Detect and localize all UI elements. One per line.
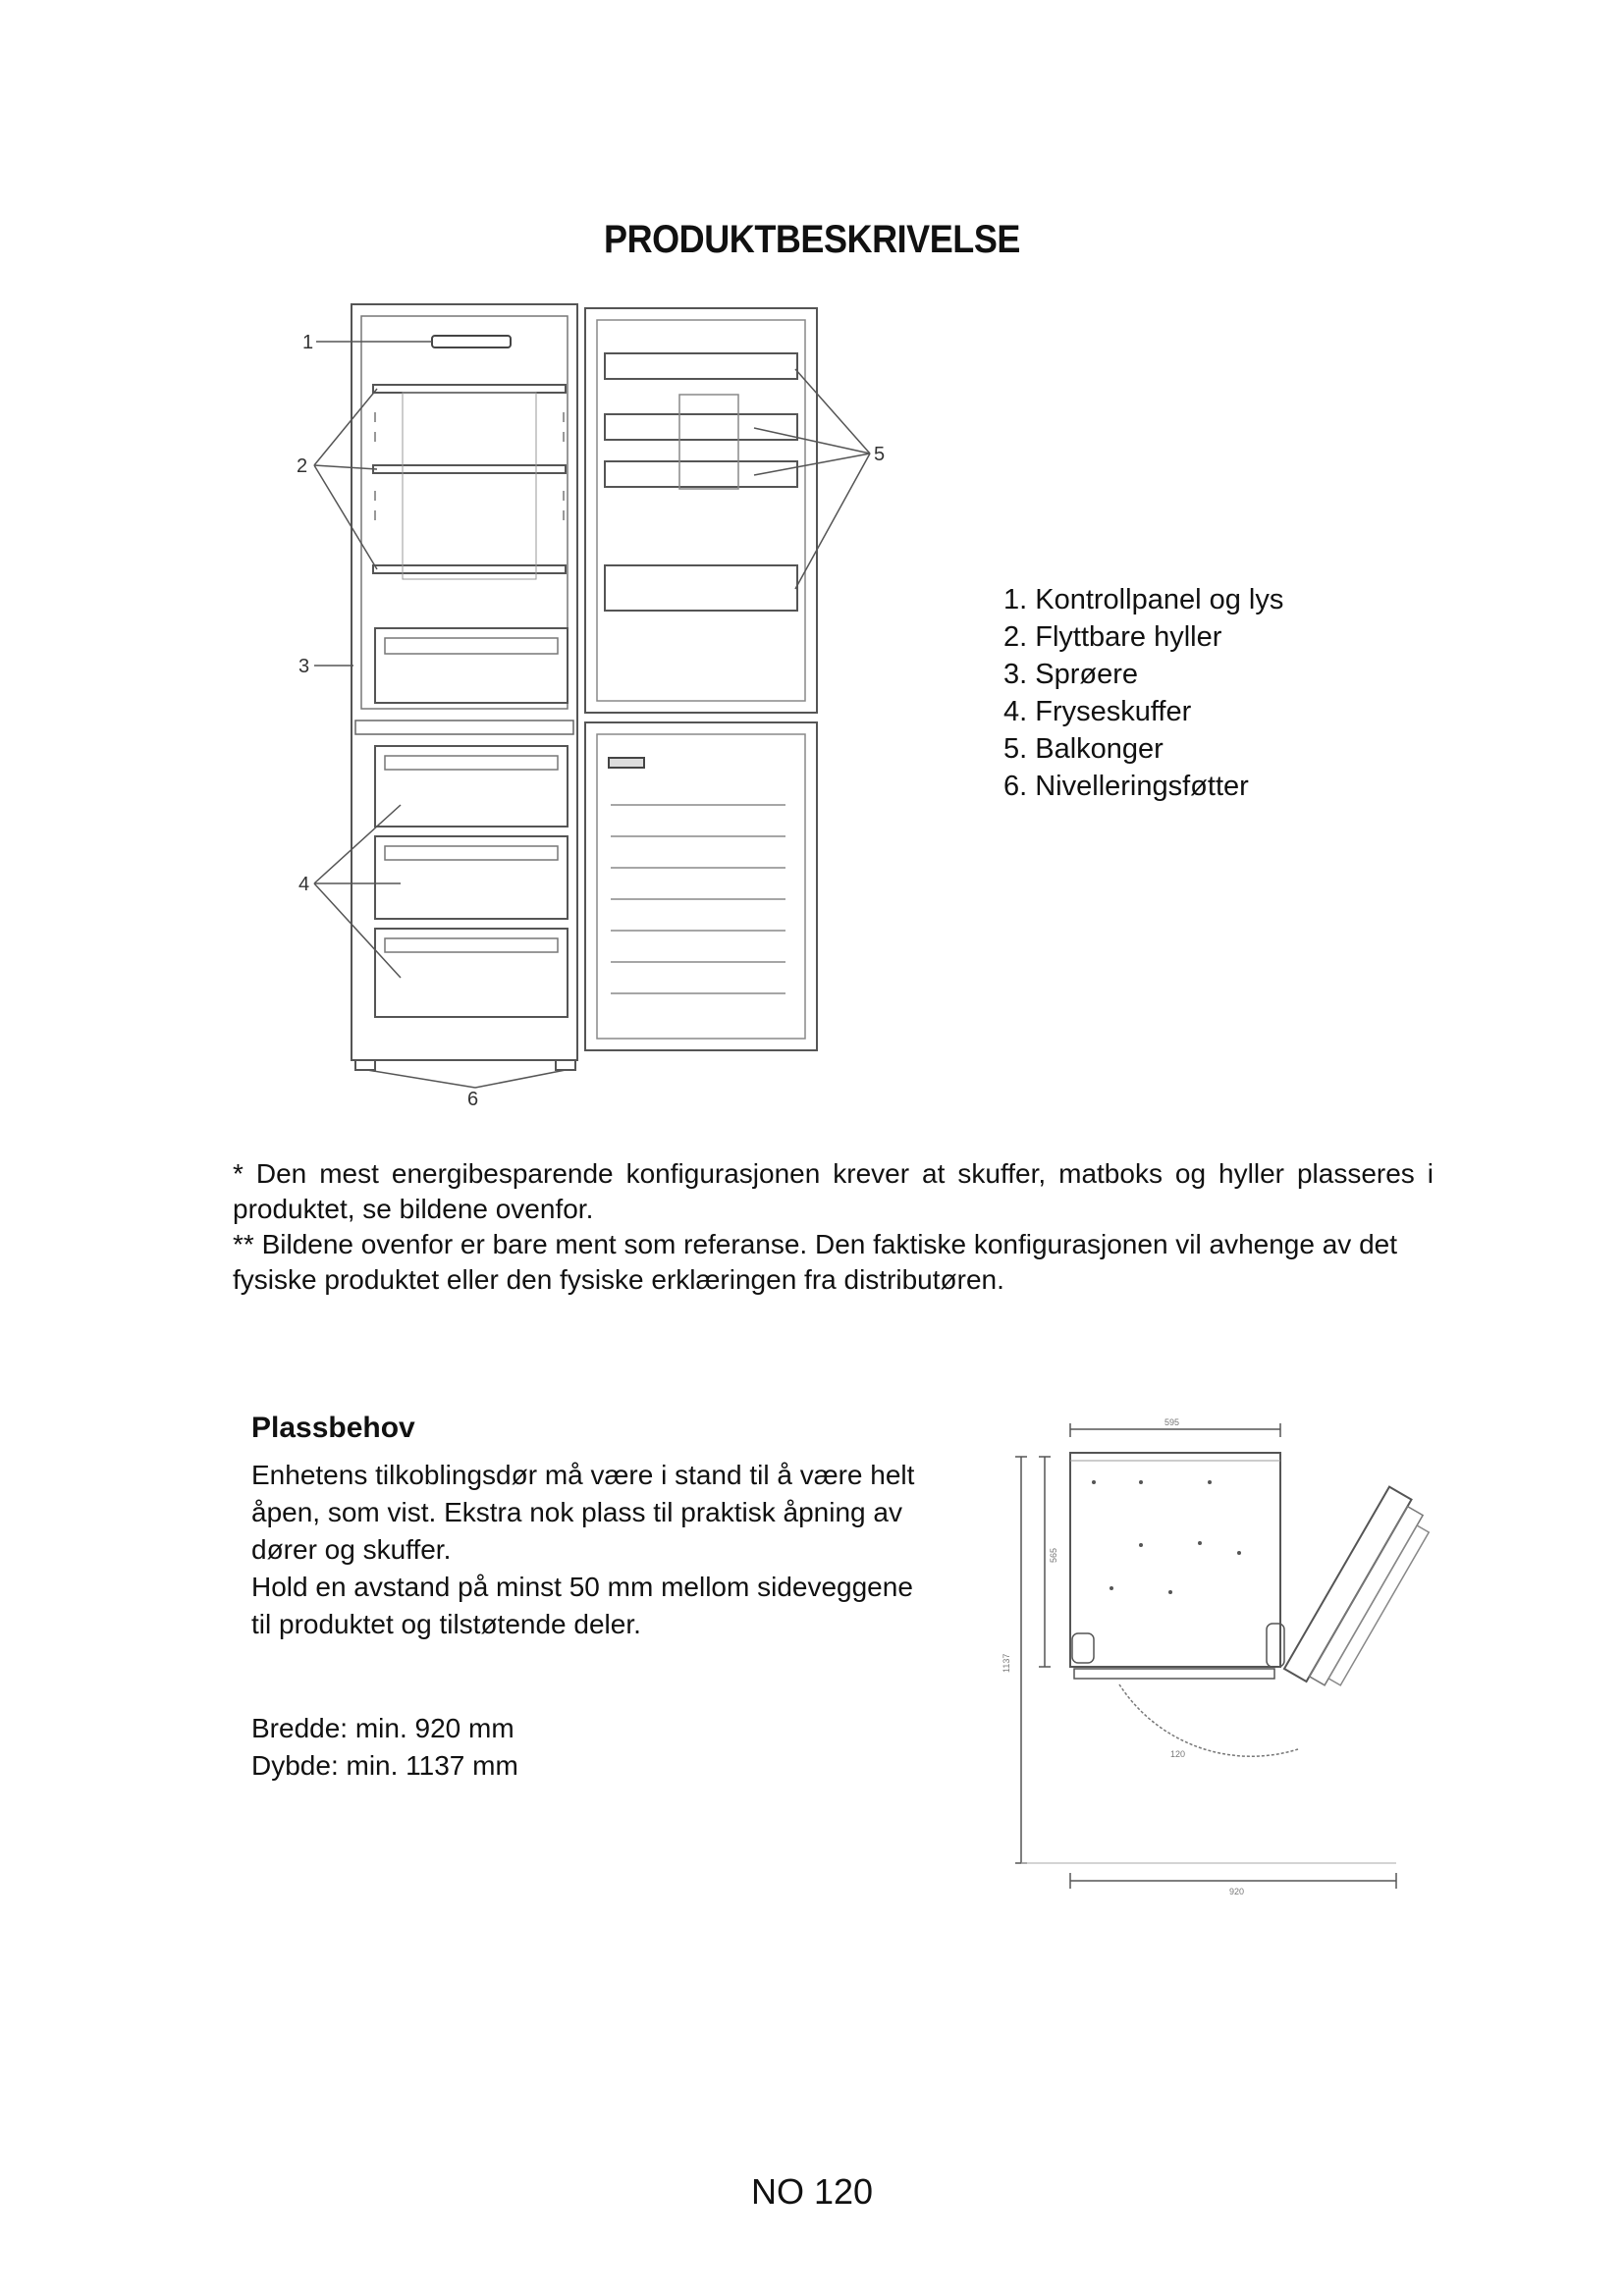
space-description <box>251 1457 939 1643</box>
dim-left-inner-label: 565 <box>1049 1547 1058 1563</box>
page-number: NO 120 <box>750 2171 874 2212</box>
callout-3: 3 <box>298 656 310 677</box>
space-paragraph-2: Hold en avstand på minst 50 mm mellom sideveggene til produktet og tilstøtende deler. <box>251 1572 913 1639</box>
space-paragraph-1: Enhetens tilkoblingsdør må være i stand til å være helt åpen, som vist. Ekstra nok plass til praktisk åpning av dører og skuffer. <box>251 1460 915 1565</box>
legend-item: 5. Balkonger <box>1003 733 1164 765</box>
page-title: PRODUKTBESKRIVELSE <box>604 218 1020 261</box>
section-heading: Plassbehov <box>251 1412 415 1444</box>
parts-legend <box>1003 581 1283 805</box>
dim-bottom-label: 920 <box>1229 1887 1245 1896</box>
clearance-diagram <box>1003 1415 1416 1896</box>
dim-top-label: 595 <box>1164 1417 1180 1427</box>
note-energy: * Den mest energibesparende konfigurasjonen krever at skuffer, matboks og hyller plasseres i produktet, se bildene ovenfor. <box>233 1158 1434 1224</box>
min-width: Bredde: min. 920 mm <box>251 1713 514 1743</box>
callout-4: 4 <box>298 874 310 895</box>
callout-1: 1 <box>302 332 314 353</box>
callout-6: 6 <box>467 1089 479 1110</box>
dimensions <box>251 1710 518 1785</box>
fridge-diagram <box>285 294 913 1119</box>
legend-item: 2. Flyttbare hyller <box>1003 621 1222 653</box>
notes <box>233 1156 1434 1298</box>
legend-item: 1. Kontrollpanel og lys <box>1003 584 1284 615</box>
legend-item: 3. Sprøere <box>1003 659 1138 690</box>
note-reference: ** Bildene ovenfor er bare ment som referanse. Den faktiske konfigurasjonen vil avhenge av det fysiske produktet eller den fysiske erklæringen fra distributøren. <box>233 1229 1398 1295</box>
legend-item: 6. Nivelleringsføtter <box>1003 771 1249 802</box>
angle-label: 120 <box>1170 1749 1186 1759</box>
min-depth: Dybde: min. 1137 mm <box>251 1750 518 1781</box>
callout-5: 5 <box>874 444 886 465</box>
dim-left-outer-label: 1137 <box>1001 1653 1011 1673</box>
legend-item: 4. Fryseskuffer <box>1003 696 1192 727</box>
callout-2: 2 <box>297 455 308 477</box>
